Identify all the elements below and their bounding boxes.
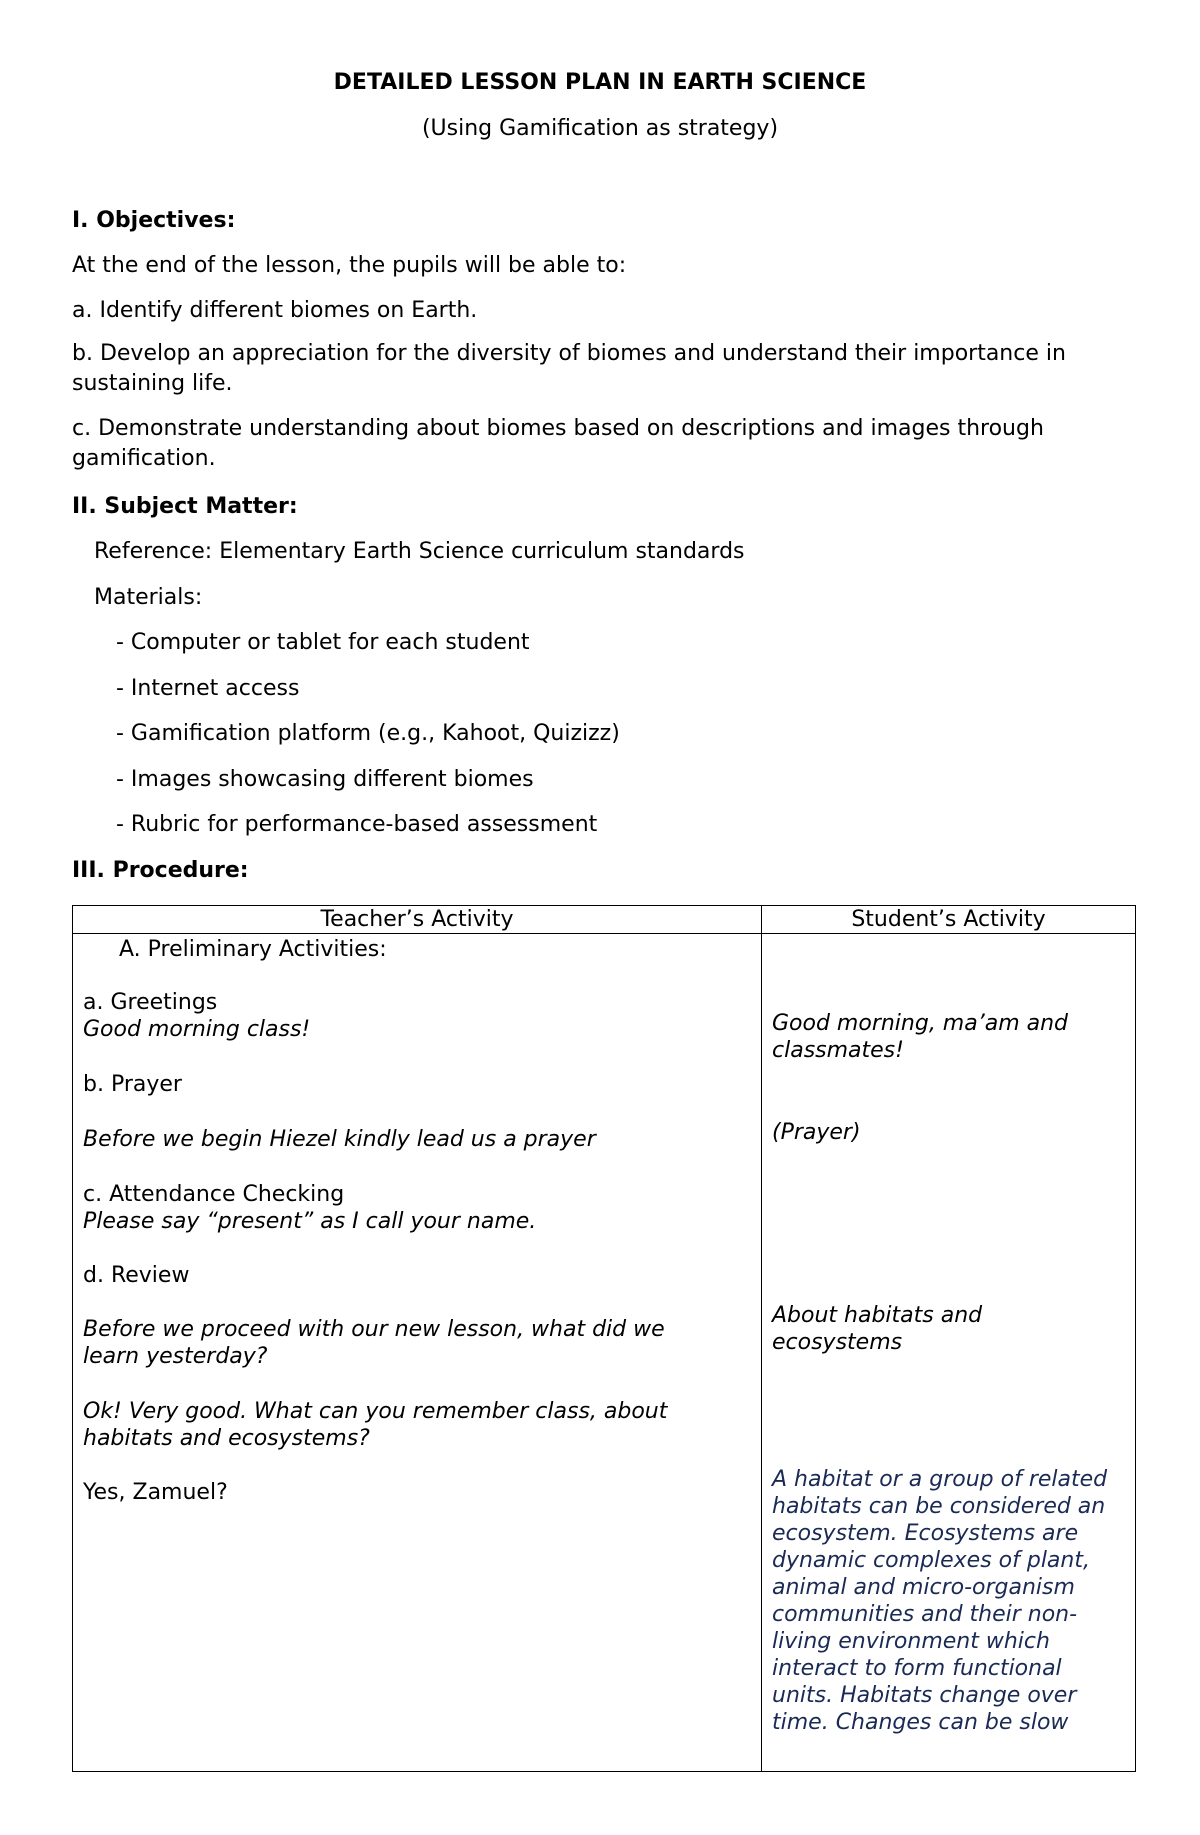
prayer-student: (Prayer) (772, 1120, 861, 1145)
document-subtitle: (Using Gamification as strategy) (421, 116, 779, 141)
prayer-label: b. Prayer (83, 1072, 182, 1097)
student-activity-header: Student’s Activity (762, 906, 1135, 934)
prayer-teacher: Before we begin Hiezel kindly lead us a prayer (83, 1127, 596, 1152)
greetings-student: Good morning, ma’am and classmates! (772, 1011, 1069, 1063)
procedure-table (72, 905, 1136, 1772)
review-teacher-question: Before we proceed with our new lesson, what did we learn yesterday? (83, 1317, 665, 1369)
material-item: - Internet access (116, 676, 300, 701)
column-divider (761, 906, 762, 1771)
greetings-label: a. Greetings (83, 990, 218, 1015)
review-label: d. Review (83, 1263, 190, 1288)
material-item: - Rubric for performance-based assessment (116, 812, 598, 837)
review-teacher-followup: Ok! Very good. What can you remember class, about habitats and ecosystems? (83, 1399, 668, 1451)
review-teacher-call: Yes, Zamuel? (83, 1480, 228, 1505)
objective-b: b. Develop an appreciation for the diversity of biomes and understand their importance in sustaining life. (72, 341, 1066, 396)
procedure-heading: III. Procedure: (72, 858, 249, 883)
objective-c: c. Demonstrate understanding about biomes based on descriptions and images through gamification. (72, 416, 1044, 471)
attendance-label: c. Attendance Checking (83, 1182, 345, 1207)
material-item: - Gamification platform (e.g., Kahoot, Quizizz) (116, 721, 620, 746)
objectives-heading: I. Objectives: (72, 208, 236, 233)
material-item: - Images showcasing different biomes (116, 767, 534, 792)
objectives-intro: At the end of the lesson, the pupils will be able to: (72, 253, 627, 278)
preliminary-activities: A. Preliminary Activities: (119, 937, 387, 962)
attendance-teacher: Please say “present” as I call your name. (83, 1209, 537, 1234)
material-item: - Computer or tablet for each student (116, 630, 530, 655)
subject-matter-heading: II. Subject Matter: (72, 494, 298, 519)
materials-label: Materials: (94, 585, 203, 610)
review-student-answer: About habitats and ecosystems (772, 1303, 983, 1355)
greetings-teacher: Good morning class! (83, 1017, 311, 1042)
objective-a: a. Identify different biomes on Earth. (72, 298, 478, 323)
review-student-explanation: A habitat or a group of related habitats can be considered an ecosystem. Ecosystems are dynamic complexes of plant, animal and micro-organism communities and their non-living environment which interact to form functional units. Habitats change over time. Changes can be slow (772, 1467, 1108, 1735)
teacher-activity-header: Teacher’s Activity (73, 906, 761, 934)
reference-line: Reference: Elementary Earth Science curriculum standards (94, 539, 745, 564)
document-title: DETAILED LESSON PLAN IN EARTH SCIENCE (333, 70, 867, 95)
